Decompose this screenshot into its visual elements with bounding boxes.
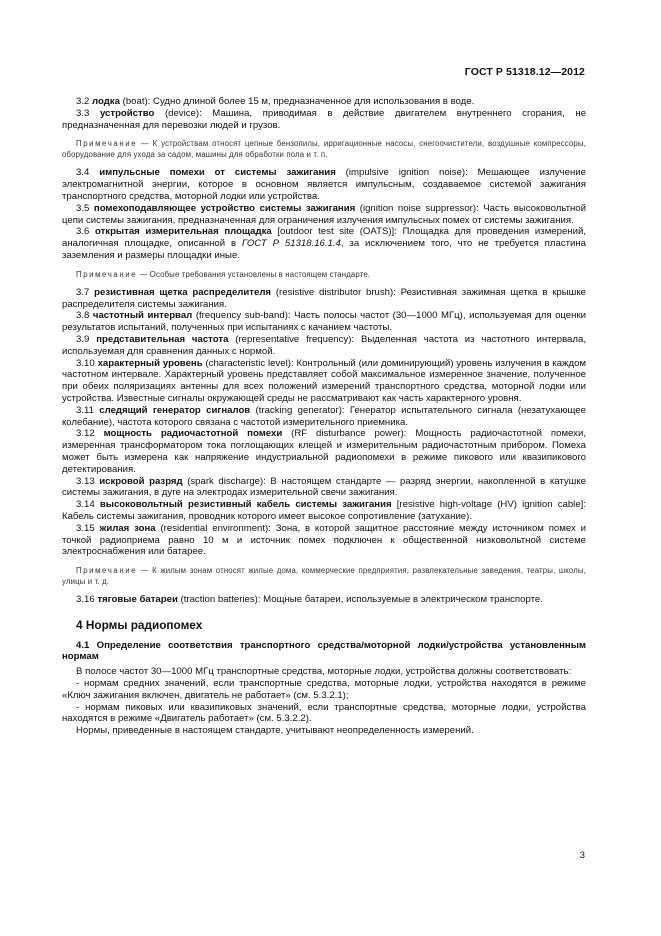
paragraph: Нормы, приведенные в настоящем стандарте, учитывают неопределенность измерений. — [76, 725, 474, 737]
document-header: ГОСТ Р 51318.12—2012 — [464, 66, 585, 78]
term: открытая измерительная площадка — [94, 226, 272, 238]
term: лодка — [92, 96, 120, 107]
term: высоковольтный резистивный кабель системы зажигания — [99, 499, 392, 511]
definition-3-10: 3.10 характерный уровень (characteristic level): Контрольный (или доминирующий) уровень излучения в каждом частотном интервале. Характерный уровень представляет собой максимальное измеренное значение, полученное при обеих поляризациях антенны для всех положений измерений транспортного средства, моторной лодки или устройства. Известные сигналы окружающей среды не рассматривают как часть характерного уровня. — [62, 357, 586, 404]
term: устройство — [99, 107, 155, 119]
term: мощность радиочастотной помехи — [103, 428, 283, 440]
definition-3-6: 3.6 открытая измерительная площадка [outdoor test site (OATS)]: Площадка для проведения измерений, аналогичная площадке, описанной в ГОСТ Р 51318.16.1.4, за исключением того, что не требуется пластина заземления и размеры площадки иные. — [62, 226, 586, 261]
subsection-title: 4.1 Определение соответствия транспортного средства/моторной лодки/устройства установленным нормам — [62, 639, 586, 663]
definition-3-15: 3.15 жилая зона (residential environment): Зона, в которой защитное расстояние между источником помех и точкой радиоприема равно 10 м и источник помех подключен к общественной низковольтной системе электроснабжения или батарее. — [62, 522, 586, 558]
definition-3-13: 3.13 искровой разряд (spark discharge): В настоящем стандарте — разряд энергии, накопленной в катушке системы зажигания, в дуге на электродах измерительной свечи зажигания. — [62, 475, 587, 499]
term: характерный уровень — [97, 357, 203, 369]
definition-3-7: 3.7 резистивная щетка распределителя (resistive distributor brush): Резистивная зажимная щетка в крышке распределителя системы зажигания. — [62, 286, 586, 310]
standard-reference: ГОСТ Р 51318.16.1.4 — [241, 238, 341, 250]
definition-3-12: 3.12 мощность радиочастотной помехи (RF disturbance power): Мощность радиочастотной помехи, измеренная трансформатором тока поглощающих клещей и измерительным радиочастотным прибором. Помеха может быть измерена как напряжение индустриальной радиопомехи в режиме пикового или квазипикового детектирования. — [62, 428, 586, 475]
paragraph: В полосе частот 30—1000 МГц транспортные средства, моторные лодки, устройства должны соответствовать: — [76, 666, 572, 678]
term: помехоподавляющее устройство системы зажигания — [93, 202, 356, 214]
page-number: 3 — [579, 850, 585, 861]
term: жилая зона — [99, 522, 156, 534]
term: резистивная щетка распределителя — [94, 286, 272, 298]
page-content — [62, 96, 586, 737]
definition-3-3: 3.3 устройство (device): Машина, приводимая в действие двигателем внутреннего сгорания, не предназначенная для перевозки людей и грузов. — [62, 107, 586, 131]
definition-3-14: 3.14 высоковольтный резистивный кабель системы зажигания [resistive high-voltage (HV) ignition cable]: Кабель системы зажигания, проводник которого имеет высокое сопротивление (затухание). — [62, 499, 586, 522]
definition-3-8: 3.8 частотный интервал (frequency sub-band): Часть полосы частот (30—1000 МГц), используемая для оценки результатов испытаний, полученных при испытаниях с качанием частоты. — [62, 310, 586, 334]
term: тяговые батареи — [97, 594, 178, 606]
note-special-requirements: Примечание — Особые требования установлены в настоящем стандарте. — [76, 269, 371, 279]
definition-3-16: 3.16 тяговые батареи (traction batteries): Мощные батареи, используемые в электрическом транспорте. — [76, 594, 543, 606]
definition-3-2: 3.2 лодка (boat): Судно длиной более 15 м, предназначенное для использования в воде. — [76, 96, 475, 107]
list-item: - нормам пиковых или квазипиковых значений, если транспортные средства, моторные лодки, устройства находятся в режиме «Двигатель работает» (см. 5.3.2.2). — [62, 701, 586, 725]
term: импульсные помехи от системы зажигания — [99, 167, 336, 179]
definition-3-4: 3.4 импульсные помехи от системы зажигания (impulsive ignition noise): Мешающее излучение электромагнитной энергии, которое в основном является импульсным, создаваемое системой зажигания транспортного средства, моторной лодки или устройства. — [62, 167, 587, 202]
definition-3-11: 3.11 следящий генератор сигналов (tracking generator): Генератор испытательного сигнала (незатухающее колебание), частота которого связана с частотой измерительного приемника. — [62, 404, 586, 428]
term: искровой разряд — [99, 475, 183, 487]
note-residential: Примечание — К жилым зонам относят жилые дома, коммерческие предприятия, развлекательные заведения, театры, школы, улицы и т. д. — [62, 566, 586, 587]
section-title: 4 Нормы радиопомех — [76, 617, 203, 632]
definition-3-9: 3.9 представительная частота (representative frequency): Выделенная частота из частотного интервала, используемая для сравнения данных с нормой. — [62, 333, 586, 357]
list-item: - нормам средних значений, если транспортные средства, моторные лодки, устройства находятся в режиме «Ключ зажигания включен, двигатель не работает» (см. 5.3.2.1); — [62, 678, 586, 701]
term: частотный интервал — [92, 310, 193, 322]
term: следящий генератор сигналов — [99, 404, 251, 416]
definition-3-5: 3.5 помехоподавляющее устройство системы зажигания (ignition noise suppressor): Часть высоковольтной цепи системы зажигания, предназначенная для ограничения излучения импульсных помех от системы зажигания. — [62, 202, 586, 226]
term: представительная частота — [96, 333, 229, 345]
note-devices: Примечание — К устройствам относят цепные бензопилы, ирригационные насосы, снегоочистители, воздушные компрессоры, оборудование для ухода за садом, машины для обработки пола и т. п. — [62, 139, 586, 160]
